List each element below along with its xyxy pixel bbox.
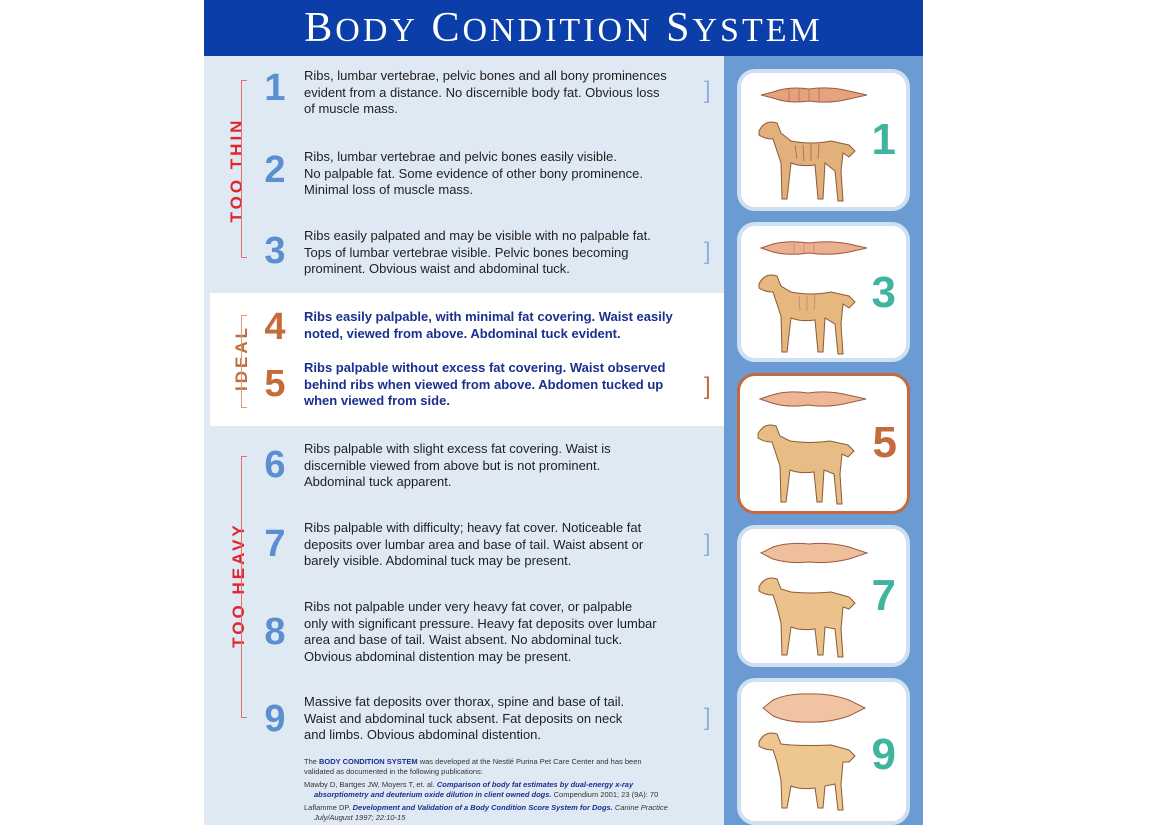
dog-side-view-icon	[751, 720, 861, 815]
dog-side-view-icon	[751, 111, 861, 206]
description-line: Waist and abdominal tuck absent. Fat deposits on neck	[304, 710, 623, 726]
dog-side-view-icon	[751, 567, 861, 662]
bracket-too-thin	[241, 80, 242, 258]
group-label-too-thin: TOO THIN	[227, 117, 246, 223]
description-line: Massive fat deposits over thorax, spine and base of tail.	[304, 694, 625, 709]
score-number-9: 9	[264, 698, 286, 740]
footer-reference-1	[304, 780, 719, 790]
ref-title: Development and Validation of a Body Condition Score System for Dogs.	[352, 803, 613, 812]
description-line: Tops of lumbar vertebrae visible. Pelvic bones becoming	[304, 244, 629, 260]
score-marker-5: ]	[704, 373, 711, 400]
description-line: Ribs palpable with slight excess fat covering. Waist is	[304, 441, 611, 456]
description-line: only with significant pressure. Heavy fat deposits over lumbar	[304, 615, 657, 631]
score-description-1	[304, 68, 704, 118]
title-letter: C	[431, 5, 463, 51]
ref-date: July/August 1997; 22:10-15	[314, 813, 406, 822]
description-line: area and base of tail. Waist absent. No abdominal tuck.	[304, 632, 623, 647]
footer-intro	[304, 757, 719, 767]
bracket-cap	[241, 257, 247, 258]
ref-authors: Laflamme DP.	[304, 803, 353, 812]
description-line: and limbs. Obvious abdominal distention.	[304, 727, 542, 742]
score-description-5	[304, 360, 704, 410]
ref-journal: Compendium 2001; 23 (9A): 70	[551, 790, 659, 799]
score-description-6	[304, 441, 704, 491]
dog-side-view-icon	[750, 414, 860, 509]
dog-top-view-icon	[759, 539, 869, 567]
description-line: Ribs palpable with difficulty; heavy fat cover. Noticeable fat	[304, 520, 642, 535]
group-label-ideal: IDEAL	[232, 325, 251, 391]
title-word-rest: ONDITION	[462, 12, 653, 49]
bracket-cap	[241, 407, 247, 408]
score-number-3: 3	[264, 230, 286, 272]
score-description-7	[304, 520, 704, 570]
bracket-cap	[241, 456, 247, 457]
footer-text: The	[304, 757, 320, 766]
ref-journal: Canine Practice	[612, 803, 668, 812]
card-number-1: 1	[871, 115, 896, 164]
dog-top-view-icon	[759, 236, 869, 260]
page-title	[204, 2, 923, 57]
body-condition-poster	[204, 0, 923, 825]
ref-authors: Mawby D, Bartges JW, Moyers T, et. al.	[304, 780, 437, 789]
dog-card-7	[737, 525, 910, 667]
description-line: deposits over lumbar area and base of tail. Waist absent or	[304, 536, 644, 552]
footer-reference-2	[304, 803, 719, 813]
description-line: of muscle mass.	[304, 101, 398, 116]
score-number-8: 8	[264, 611, 286, 653]
score-description-2	[304, 149, 704, 199]
description-line: Ribs, lumbar vertebrae and pelvic bones easily visible.	[304, 149, 617, 164]
description-line: when viewed from side.	[304, 393, 450, 408]
score-marker-3: ]	[704, 238, 711, 265]
title-letter: S	[666, 5, 693, 51]
description-line: Minimal loss of muscle mass.	[304, 182, 474, 197]
dog-card-3	[737, 222, 910, 362]
bracket-too-heavy	[241, 456, 242, 718]
ref-title: Comparison of body fat estimates by dual-energy x-ray	[436, 780, 634, 789]
description-line: evident from a distance. No discernible body fat. Obvious loss	[304, 84, 660, 100]
dog-top-view-icon	[759, 83, 869, 107]
card-number-9: 9	[871, 730, 896, 779]
title-letter: B	[304, 5, 336, 51]
title-word-rest: ODY	[335, 12, 418, 49]
score-number-2: 2	[264, 149, 286, 191]
score-marker-7: ]	[704, 530, 711, 557]
dog-side-view-icon	[751, 264, 861, 359]
score-number-4: 4	[264, 306, 286, 348]
footer-text: validated as documented in the following publications:	[304, 767, 483, 776]
footer-credits	[304, 757, 719, 823]
description-line: Ribs not palpable under very heavy fat cover, or palpable	[304, 599, 633, 614]
description-line: Obvious abdominal distention may be present.	[304, 648, 572, 664]
bracket-cap	[241, 717, 247, 718]
score-number-1: 1	[264, 67, 286, 109]
description-line: noted, viewed from above. Abdominal tuck evident.	[304, 325, 621, 341]
footer-brand: BODY CONDITION SYSTEM	[319, 757, 418, 766]
dog-card-5	[737, 373, 910, 514]
description-line: discernible viewed from above but is not prominent.	[304, 457, 601, 473]
description-line: No palpable fat. Some evidence of other bony prominence.	[304, 165, 643, 181]
description-line: behind ribs when viewed from above. Abdomen tucked up	[304, 376, 664, 392]
dog-card-9	[737, 678, 910, 825]
bracket-cap	[241, 80, 247, 81]
card-number-5: 5	[872, 418, 897, 467]
score-description-4	[304, 309, 704, 342]
description-line: Ribs, lumbar vertebrae, pelvic bones and all bony prominences	[304, 68, 667, 83]
group-label-too-heavy: TOO HEAVY	[229, 522, 248, 648]
title-word-rest: YSTEM	[692, 12, 823, 49]
score-number-6: 6	[264, 444, 286, 486]
score-description-3	[304, 228, 704, 278]
description-line: Abdominal tuck apparent.	[304, 474, 452, 489]
card-number-7: 7	[871, 571, 896, 620]
dog-card-1	[737, 69, 910, 211]
description-line: prominent. Obvious waist and abdominal tuck.	[304, 261, 570, 276]
footer-reference-1-cont	[304, 790, 719, 800]
description-line: Ribs palpable without excess fat covering. Waist observed	[304, 360, 666, 375]
score-marker-1: ]	[704, 77, 711, 104]
score-number-5: 5	[264, 363, 286, 405]
description-line: barely visible. Abdominal tuck may be present.	[304, 553, 572, 568]
score-marker-9: ]	[704, 704, 711, 731]
card-number-3: 3	[871, 268, 896, 317]
footer-text: was developed at the Nestlé Purina Pet Care Center and has been	[417, 757, 642, 766]
footer-reference-2-cont	[304, 813, 719, 823]
score-description-9	[304, 694, 704, 744]
description-line: Ribs easily palpable, with minimal fat covering. Waist easily	[304, 309, 673, 324]
bracket-ideal	[241, 315, 242, 408]
ref-title: absorptiometry and deuterium oxide dilution in client owned dogs.	[314, 790, 552, 799]
score-description-8	[304, 599, 704, 665]
description-line: Ribs easily palpated and may be visible with no palpable fat.	[304, 228, 651, 243]
dog-top-view-icon	[758, 386, 868, 412]
score-number-7: 7	[264, 523, 286, 565]
bracket-cap	[241, 315, 247, 316]
